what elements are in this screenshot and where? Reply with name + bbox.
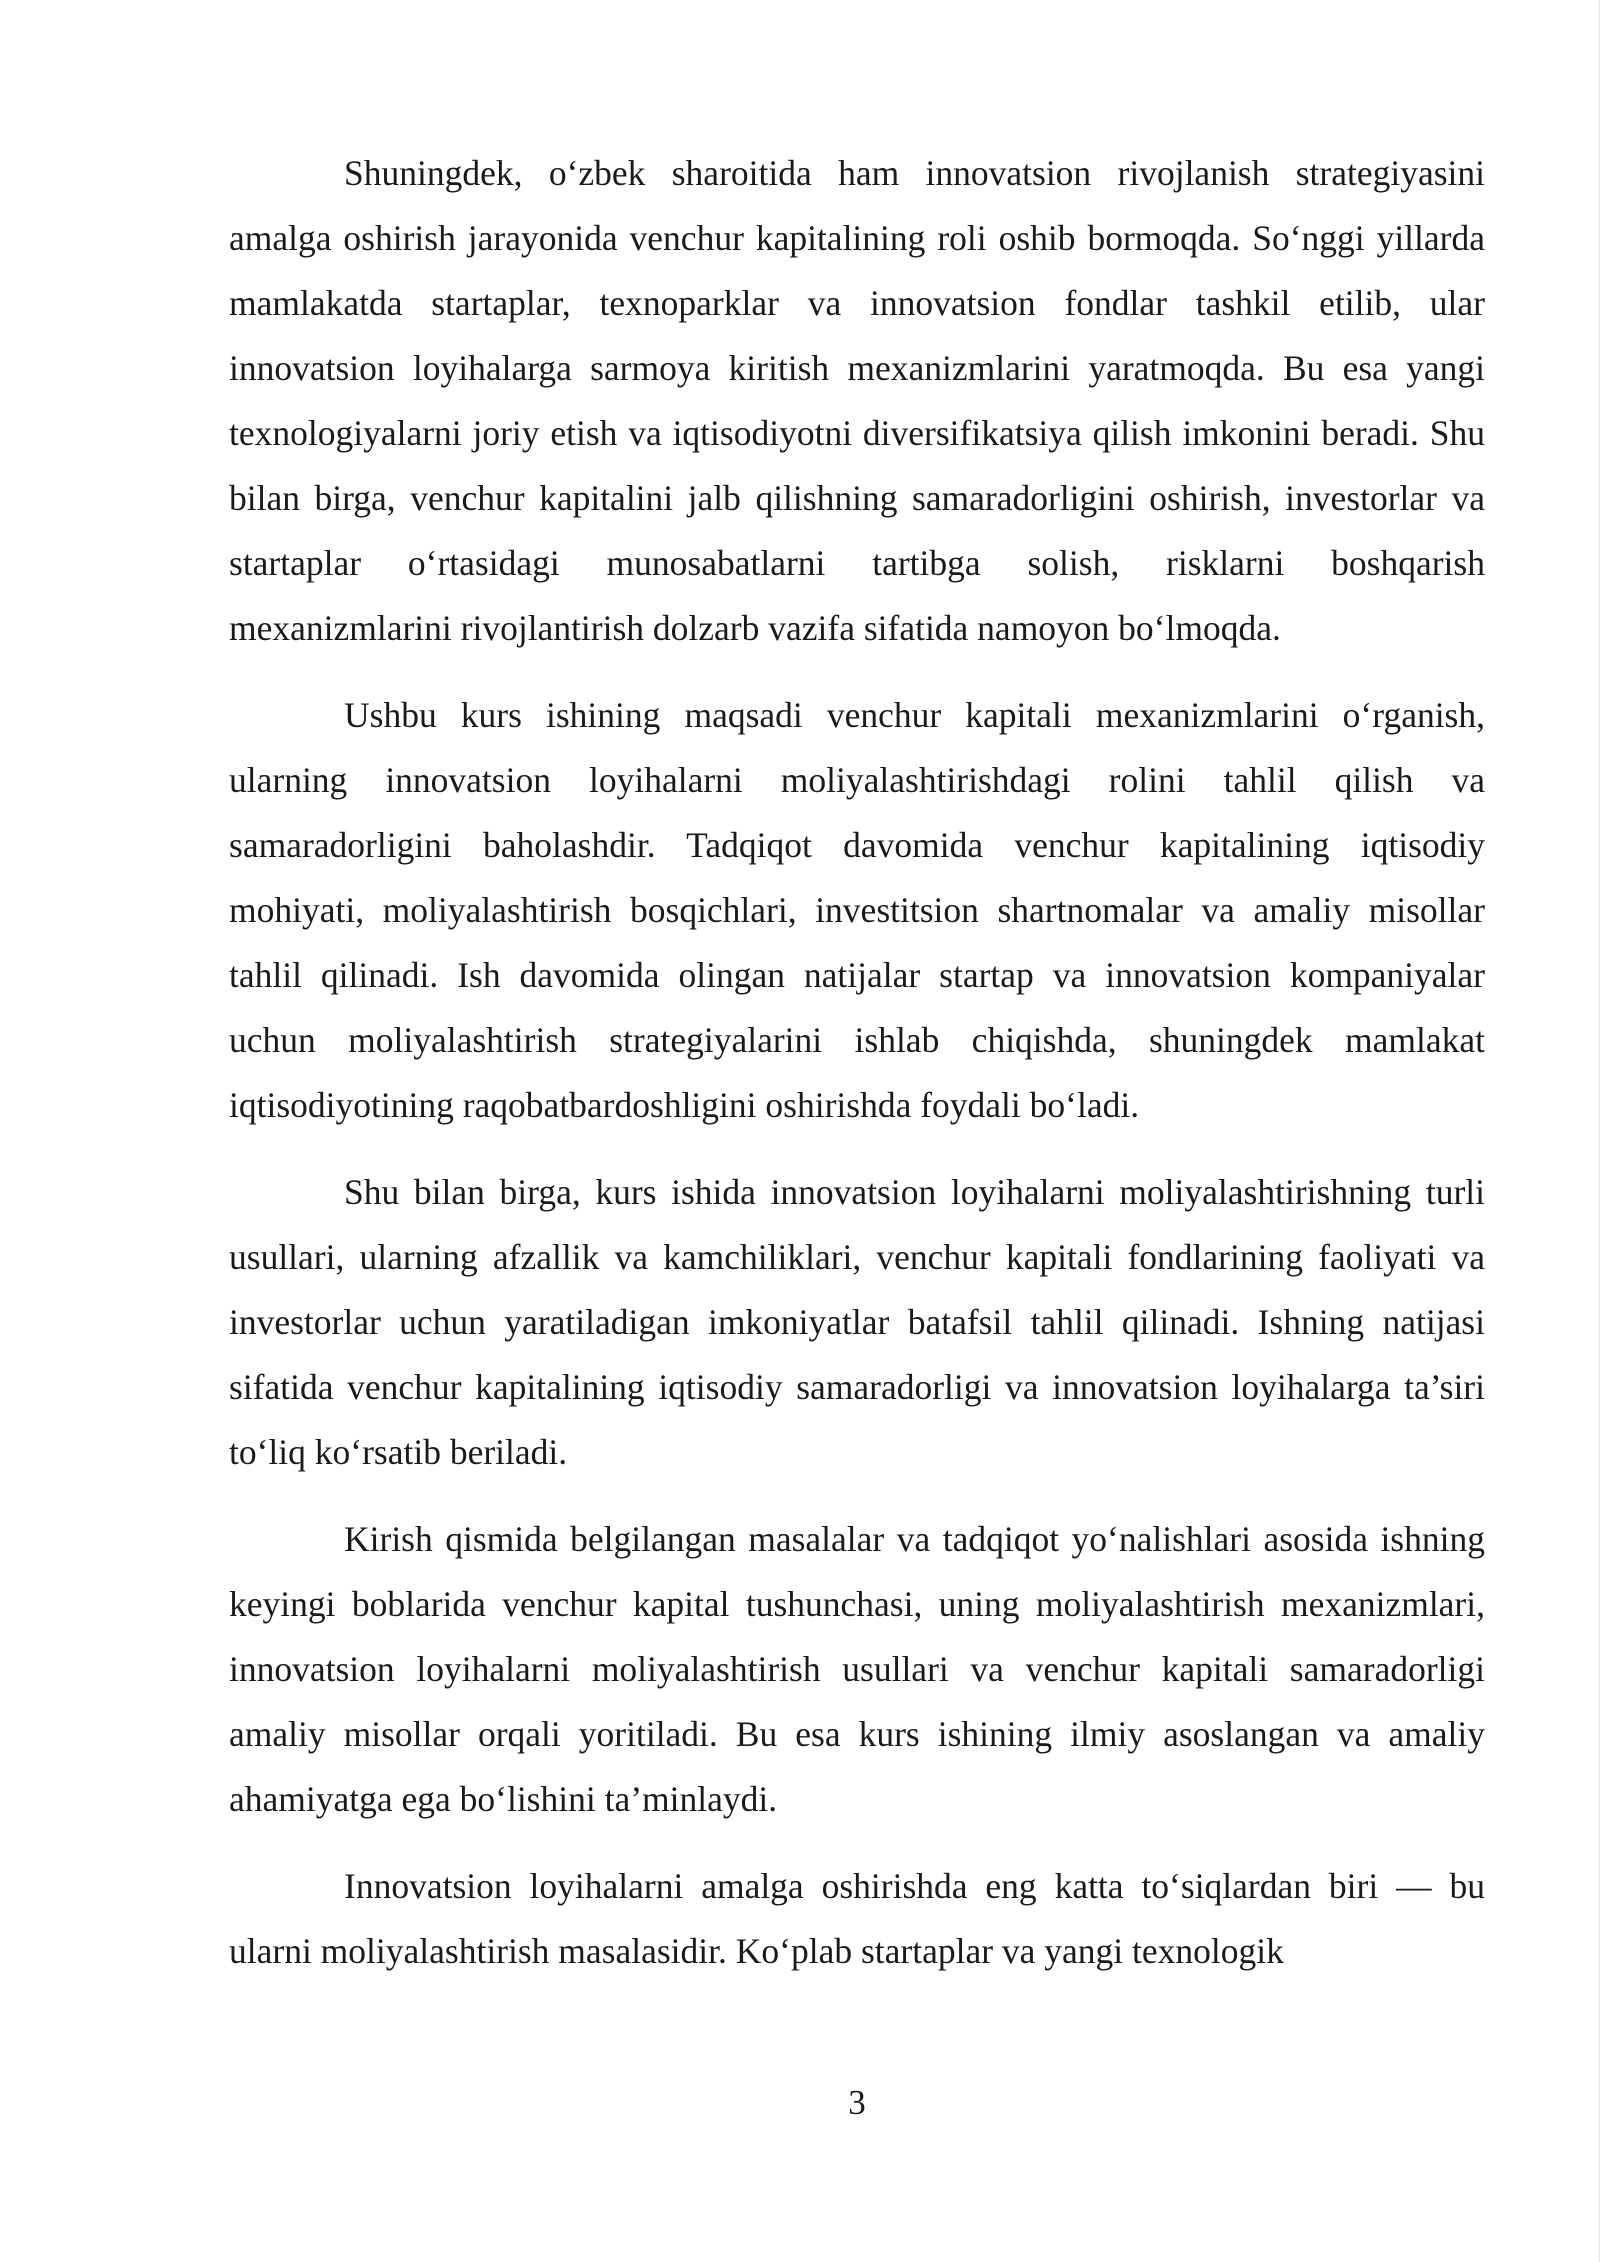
- document-body: [229, 141, 1485, 2006]
- paragraph-2: Ushbu kurs ishining maqsadi venchur kapitali mexanizmlarini o‘rganish, ularning innovatsion loyihalarni moliyalashtirishdagi rolini tahlil qilish va samaradorligini baholashdir. Tadqiqot davomida venchur kapitalining iqtisodiy mohiyati, moliyalashtirish bosqichlari, investitsion shartnomalar va amaliy misollar tahlil qilinadi. Ish davomida olingan natijalar startap va innovatsion kompaniyalar uchun moliyalashtirish strategiyalarini ishlab chiqishda, shuningdek mamlakat iqtisodiyotining raqobatbardoshligini oshirishda foydali bo‘ladi.: [229, 695, 1485, 1125]
- paragraph-4: Kirish qismida belgilangan masalalar va tadqiqot yo‘nalishlari asosida ishning keyingi boblarida venchur kapital tushunchasi, uning moliyalashtirish mexanizmlari, innovatsion loyihalarni moliyalashtirish usullari va venchur kapitali samaradorligi amaliy misollar orqali yoritiladi. Bu esa kurs ishining ilmiy asoslangan va amaliy ahamiyatga ega bo‘lishini ta’minlaydi.: [229, 1519, 1485, 1819]
- page-number: 3: [848, 2083, 866, 2122]
- paragraph-5: Innovatsion loyihalarni amalga oshirishda eng katta to‘siqlardan biri — bu ularni moliyalashtirish masalasidir. Ko‘plab startaplar va yangi texnologik: [229, 1866, 1485, 1971]
- document-page: [229, 0, 1485, 2262]
- paragraph-3: Shu bilan birga, kurs ishida innovatsion loyihalarni moliyalashtirishning turli usullari, ularning afzallik va kamchiliklari, venchur kapitali fondlarining faoliyati va investorlar uchun yaratiladigan imkoniyatlar batafsil tahlil qilinadi. Ishning natijasi sifatida venchur kapitalining iqtisodiy samaradorligi va innovatsion loyihalarga ta’siri to‘liq ko‘rsatib beriladi.: [229, 1172, 1485, 1472]
- paragraph-1: Shuningdek, o‘zbek sharoitida ham innovatsion rivojlanish strategiyasini amalga oshirish jarayonida venchur kapitalining roli oshib bormoqda. So‘nggi yillarda mamlakatda startaplar, texnoparklar va innovatsion fondlar tashkil etilib, ular innovatsion loyihalarga sarmoya kiritish mexanizmlarini yaratmoqda. Bu esa yangi texnologiyalarni joriy etish va iqtisodiyotni diversifikatsiya qilish imkonini beradi. Shu bilan birga, venchur kapitalini jalb qilishning samaradorligini oshirish, investorlar va startaplar o‘rtasidagi munosabatlarni tartibga solish, risklarni boshqarish mexanizmlarini rivojlantirish dolzarb vazifa sifatida namoyon bo‘lmoqda.: [229, 153, 1485, 648]
